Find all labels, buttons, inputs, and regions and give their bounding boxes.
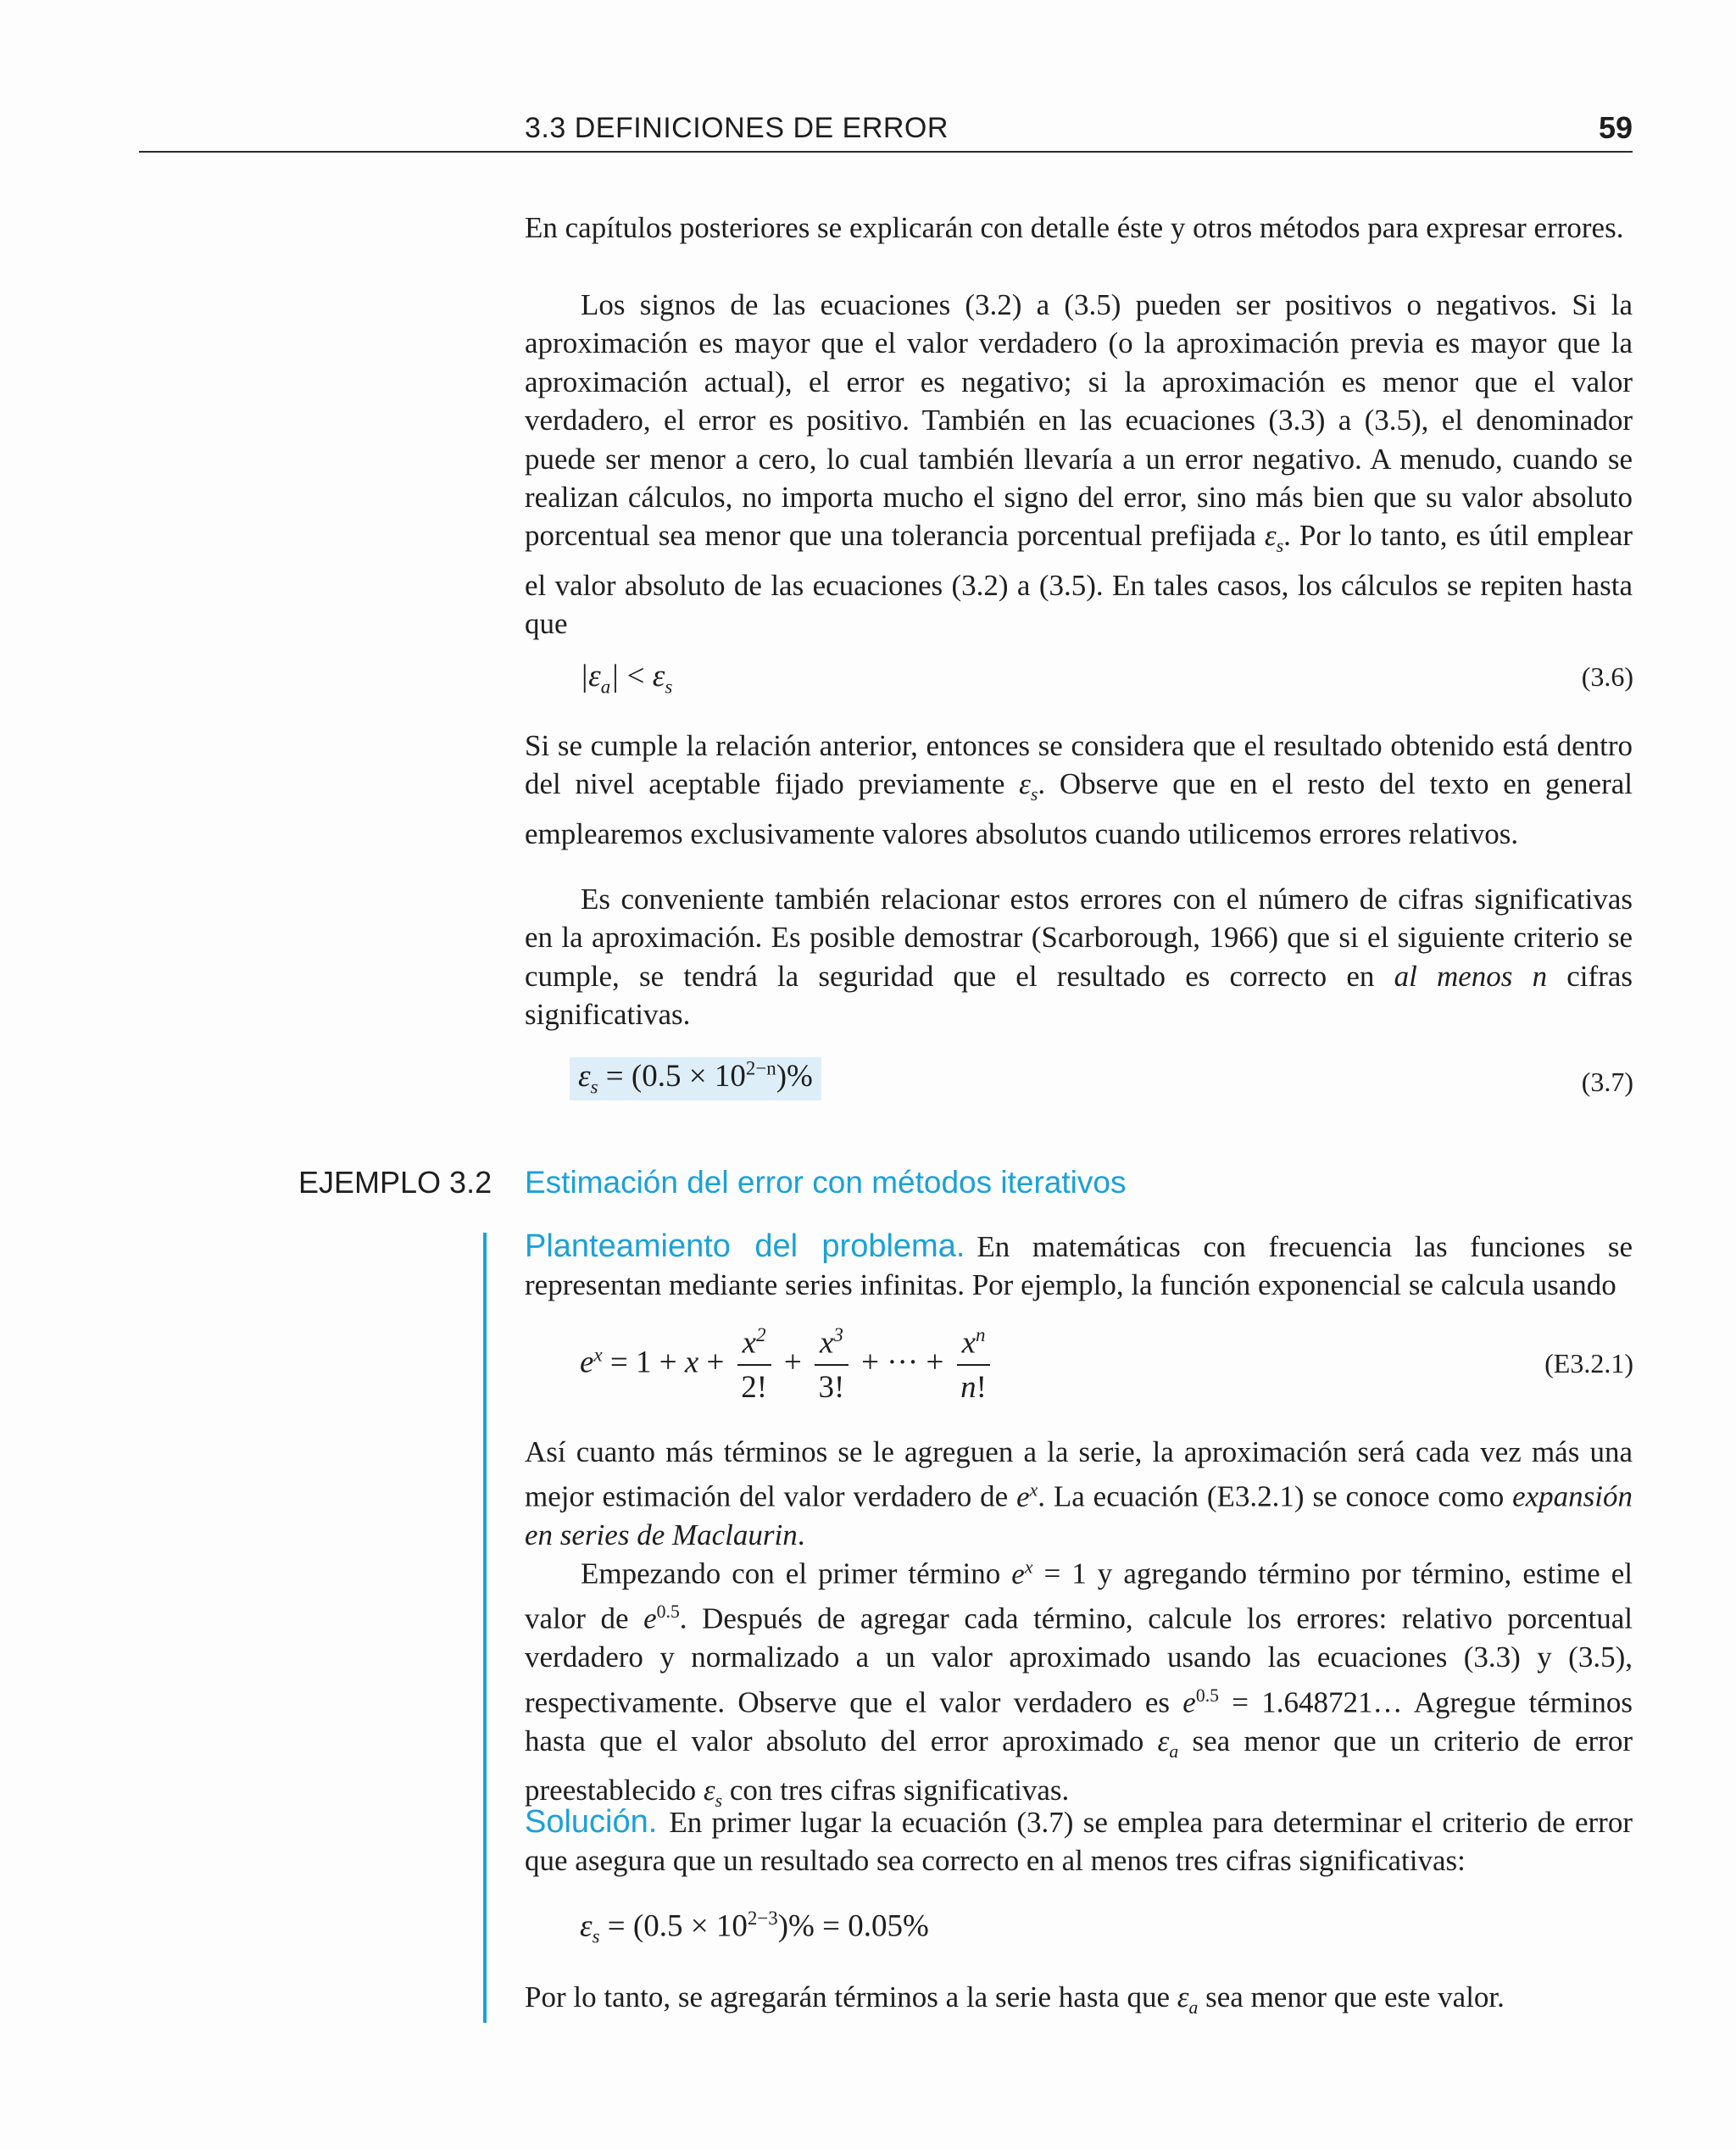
equation-3-6: $|\varepsilon_a| < \varepsilon_s$ (580, 659, 673, 698)
equation-highlight: $\varepsilon_s = (0.5 \times 10^{2-n})\%$ (570, 1057, 821, 1100)
solution-paragraph: Solución. En primer lugar la ecuación (3.7) se emplea para determinar el criterio de error que asegura que un resultado sea correcto en al menos tres cifras significativas: (525, 1804, 1633, 1878)
example-sidebar-line (483, 1233, 487, 2023)
paragraph-signs: Los signos de las ecuaciones (3.2) a (3.5) pueden ser positivos o negativos. Si la aproximación es mayor que el valor verdadero (o la aproximación previa es mayor que la aproximación actual), el error es negativo; si la aproximación es menor que el valor verdadero, el error es positivo. También en las ecuaciones (3.3) a (3.5), el denominador puede ser menor a cero, lo cual también llevaría a un error negativo. A menudo, cuando se realizan cálculos, no importa mucho el signo del error, sino más bien que su valor absoluto porcentual sea menor que una tolerancia porcentual prefijada $\varepsilon_s$. Por lo tanto, es útil emplear el valor absoluto de las ecuaciones (3.2) a (3.5). En tales casos, los cálculos se repiten hasta que (525, 288, 1633, 641)
fraction: $\frac{x^2}{2!}$ (737, 1324, 771, 1406)
paragraph-significant-figures: Es conveniente también relacionar estos errores con el número de cifras significativas en la aproximación. Es posible demostrar (Scarborough, 1966) que si el siguiente criterio se cumple, se tendrá la seguridad que el resultado es correcto en al menos n cifras significativas. (525, 883, 1633, 1032)
problem-heading: Planteamiento del problema. (525, 1228, 965, 1264)
fraction: $\frac{x^n}{n!}$ (957, 1324, 991, 1406)
equation-number: (3.6) (1581, 661, 1633, 692)
equation-e3-2-1: $e^x = 1 + x$ + $\frac{x^2}{2!}$ + $\frac{x^3}{3!}$ + ··· + $\frac{x^n}{n!}$ (580, 1324, 995, 1406)
problem-statement: Planteamiento del problema. En matemáticas con frecuencia las funciones se representan mediante series infinitas. Por ejemplo, la función exponencial se calcula usando (525, 1228, 1633, 1302)
paragraph-conclusion: Por lo tanto, se agregarán términos a la serie hasta que $\varepsilon_a$ sea menor que este valor. (525, 1980, 1505, 2018)
equation-number: (3.7) (1581, 1067, 1633, 1097)
equation-number: (E3.2.1) (1544, 1348, 1633, 1379)
paragraph-maclaurin: Así cuanto más términos se le agreguen a la serie, la aproximación será cada vez más una mejor estimación del valor verdadero de $e^x$. La ecuación (E3.2.1) se conoce como expansión en series de Maclaurin. (525, 1435, 1633, 1552)
page-number: 59 (1598, 110, 1633, 145)
solution-heading: Solución. (525, 1804, 658, 1840)
example-label: EJEMPLO 3.2 (298, 1165, 492, 1200)
equation-3-7 (570, 1058, 821, 1099)
page-header (139, 107, 1633, 153)
paragraph-task: Empezando con el primer término $e^x = 1$ y agregando término por término, estime el valor de $e^{0.5}$. Después de agregar cada término, calcule los errores: relativo porcentual verdadero y normalizado a un valor aproximado usando las ecuaciones (3.3) y (3.5), respectivamente. Observe que el valor verdadero es $e^{0.5}$ = 1.648721… Agregue términos hasta que el valor absoluto del error aproximado $\varepsilon_a$ sea menor que un criterio de error preestablecido $\varepsilon_s$ con tres cifras significativas. (525, 1557, 1633, 1811)
section-title: 3.3 DEFINICIONES DE ERROR (525, 112, 949, 144)
equation-solution: $\varepsilon_s = (0.5 \times 10^{2-3})\% = 0.05\%$ (580, 1908, 929, 1947)
paragraph-condition: Si se cumple la relación anterior, entonces se considera que el resultado obtenido está dentro del nivel aceptable fijado previamente $\varepsilon_s$. Observe que en el resto del texto en general emplearemos exclusivamente valores absolutos cuando utilicemos errores relativos. (525, 729, 1633, 850)
paragraph-intro: En capítulos posteriores se explicarán con detalle éste y otros métodos para expresar errores. (525, 211, 1624, 244)
fraction: $\frac{x^3}{3!}$ (815, 1324, 849, 1406)
example-title: Estimación del error con métodos iterativos (525, 1165, 1127, 1200)
